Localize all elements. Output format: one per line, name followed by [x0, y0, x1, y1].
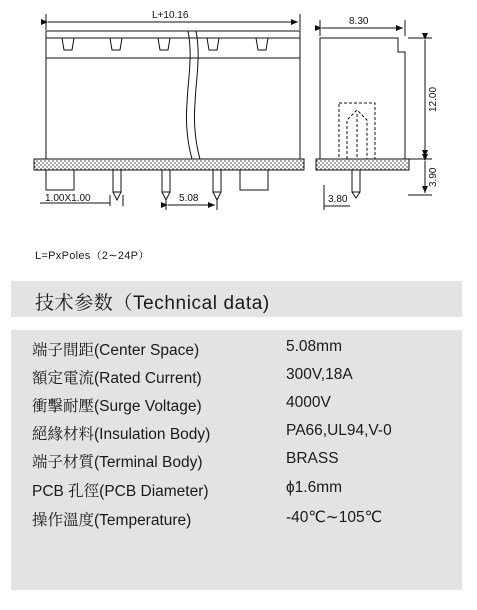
section-title: 技术参数（Technical data)	[35, 293, 270, 314]
dim-height-label: 12.00	[428, 86, 439, 112]
dim-pin-section-label: 1.00X1.00	[45, 193, 91, 204]
spec-value: 300V,18A	[286, 366, 353, 383]
spec-row	[11, 366, 462, 390]
spec-value: 4000V	[286, 394, 331, 411]
dim-offset-label: 3.80	[328, 194, 348, 205]
spec-value: BRASS	[286, 450, 339, 467]
section-header	[11, 281, 462, 317]
dim-width-label: 8.30	[349, 16, 369, 27]
spec-name: 絕緣材料(Insulation Body)	[32, 426, 211, 443]
pcb-strip-side	[316, 159, 409, 170]
spec-row	[11, 422, 462, 446]
dim-length-label: L+10.16	[152, 10, 189, 21]
spec-name: PCB 孔徑(PCB Diameter)	[32, 483, 209, 500]
spec-row	[11, 394, 462, 418]
dim-pcb-label: 3.90	[428, 167, 439, 187]
spec-row	[11, 338, 462, 362]
spec-value: PA66,UL94,V-0	[286, 422, 392, 439]
side-view	[320, 20, 432, 210]
spec-name: 操作溫度(Temperature)	[32, 512, 192, 529]
spec-value: -40℃∼105℃	[286, 509, 383, 526]
spec-value: ϕ1.6mm	[286, 479, 343, 496]
spec-row	[11, 508, 462, 532]
spec-value: 5.08mm	[286, 338, 342, 355]
spec-row	[11, 479, 462, 503]
spec-name: 額定電流(Rated Current)	[32, 370, 202, 387]
poles-formula: L=PxPoles（2∼24P）	[35, 250, 150, 262]
technical-drawing	[0, 0, 477, 225]
spec-row	[11, 450, 462, 474]
front-view	[46, 14, 300, 159]
spec-name: 端子間距(Center Space)	[32, 342, 200, 359]
pcb-strip-front	[34, 159, 304, 170]
spec-name: 端子材質(Terminal Body)	[32, 454, 203, 471]
dim-pitch-label: 5.08	[179, 193, 199, 204]
spec-panel	[11, 330, 462, 590]
front-pins	[40, 170, 268, 210]
spec-name: 衝擊耐壓(Surge Voltage)	[32, 398, 202, 415]
